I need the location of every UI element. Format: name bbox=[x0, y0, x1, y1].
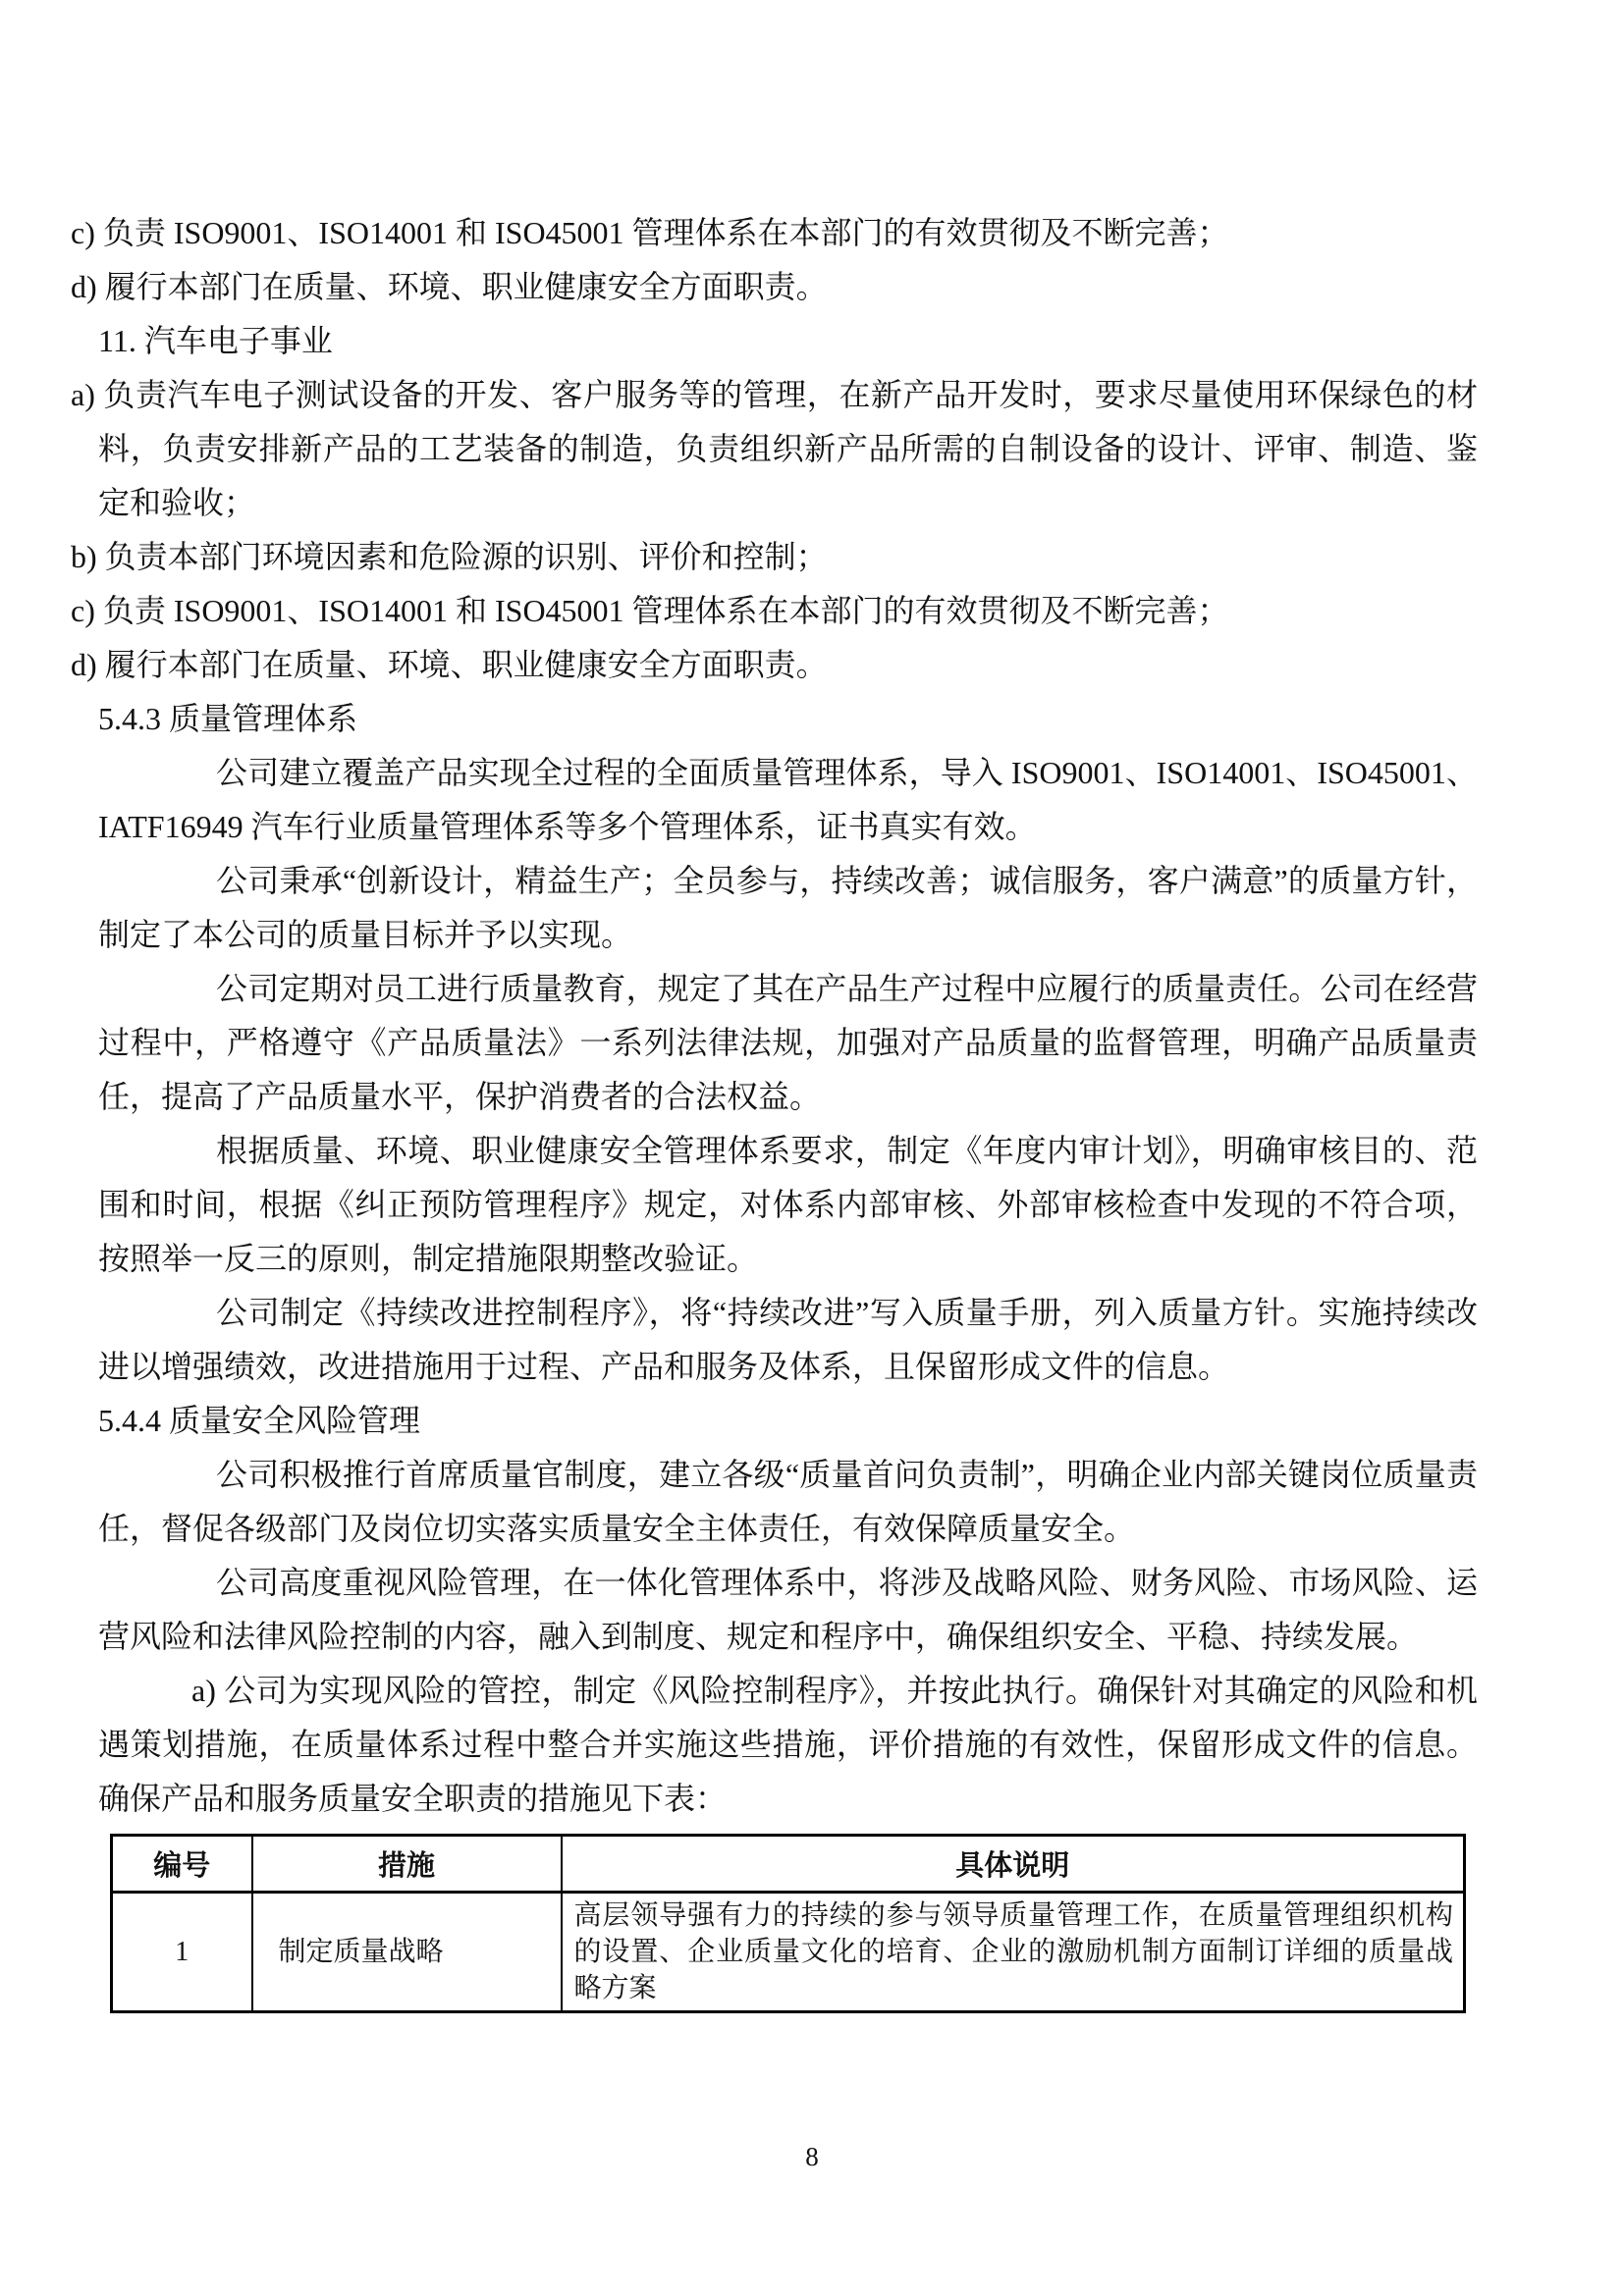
list-item-b: b) 负责本部门环境因素和危险源的识别、评价和控制； bbox=[71, 539, 828, 574]
table-header-row bbox=[112, 1836, 1465, 1893]
table-header-detail: 具体说明 bbox=[562, 1836, 1465, 1893]
heading-section-5-4-4: 5.4.4 质量安全风险管理 bbox=[98, 1403, 421, 1438]
cell-id: 1 bbox=[112, 1893, 252, 2012]
heading-section-11: 11. 汽车电子事业 bbox=[98, 323, 333, 358]
cell-measure: 制定质量战略 bbox=[252, 1893, 562, 2012]
table-header-measure: 措施 bbox=[252, 1836, 562, 1893]
list-item-a: a) 负责汽车电子测试设备的开发、客户服务等的管理，在新产品开发时，要求尽量使用环保绿色的材料，负责安排新产品的工艺装备的制造，负责组织新产品所需的自制设备的设计、评审、制造、鉴定和验收； bbox=[71, 377, 1478, 520]
paragraph: 公司建立覆盖产品实现全过程的全面质量管理体系，导入 ISO9001、ISO14001、ISO45001、IATF16949 汽车行业质量管理体系等多个管理体系，证书真实有效。 bbox=[98, 755, 1478, 844]
paragraph: 公司秉承“创新设计，精益生产；全员参与，持续改善；诚信服务，客户满意”的质量方针，制定了本公司的质量目标并予以实现。 bbox=[98, 863, 1478, 952]
list-item-c-top: c) 负责 ISO9001、ISO14001 和 ISO45001 管理体系在本部门的有效贯彻及不断完善； bbox=[71, 215, 1229, 250]
paragraph: 根据质量、环境、职业健康安全管理体系要求，制定《年度内审计划》，明确审核目的、范围和时间，根据《纠正预防管理程序》规定，对体系内部审核、外部审核检查中发现的不符合项，按照举一反三的原则，制定措施限期整改验证。 bbox=[98, 1133, 1478, 1276]
paragraph: 公司定期对员工进行质量教育，规定了其在产品生产过程中应履行的质量责任。公司在经营过程中，严格遵守《产品质量法》一系列法律法规，加强对产品质量的监督管理，明确产品质量责任，提高了产品质量水平，保护消费者的合法权益。 bbox=[98, 971, 1478, 1114]
list-item-d: d) 履行本部门在质量、环境、职业健康安全方面职责。 bbox=[71, 647, 828, 682]
list-item-d-top: d) 履行本部门在质量、环境、职业健康安全方面职责。 bbox=[71, 269, 828, 304]
table-row bbox=[112, 1893, 1465, 2012]
page-number: 8 bbox=[805, 2142, 819, 2171]
paragraph-list-a: a) 公司为实现风险的管控，制定《风险控制程序》，并按此执行。确保针对其确定的风险和机遇策划措施，在质量体系过程中整合并实施这些措施，评价措施的有效性，保留形成文件的信息。确保产品和服务质量安全职责的措施见下表： bbox=[98, 1673, 1478, 1816]
list-item-c: c) 负责 ISO9001、ISO14001 和 ISO45001 管理体系在本部门的有效贯彻及不断完善； bbox=[71, 593, 1229, 628]
paragraph: 公司积极推行首席质量官制度，建立各级“质量首问负责制”，明确企业内部关键岗位质量责任，督促各级部门及岗位切实落实质量安全主体责任，有效保障质量安全。 bbox=[98, 1457, 1478, 1546]
heading-section-5-4-3: 5.4.3 质量管理体系 bbox=[98, 701, 358, 736]
page-body bbox=[71, 206, 1478, 2013]
paragraph: 公司制定《持续改进控制程序》，将“持续改进”写入质量手册，列入质量方针。实施持续改进以增强绩效，改进措施用于过程、产品和服务及体系，且保留形成文件的信息。 bbox=[98, 1295, 1478, 1384]
table-header-id: 编号 bbox=[112, 1836, 252, 1893]
paragraph: 公司高度重视风险管理，在一体化管理体系中，将涉及战略风险、财务风险、市场风险、运营风险和法律风险控制的内容，融入到制度、规定和程序中，确保组织安全、平稳、持续发展。 bbox=[98, 1565, 1478, 1654]
measures-table bbox=[110, 1834, 1466, 2013]
cell-detail: 高层领导强有力的持续的参与领导质量管理工作，在质量管理组织机构的设置、企业质量文化的培育、企业的激励机制方面制订详细的质量战略方案 bbox=[562, 1893, 1465, 2012]
